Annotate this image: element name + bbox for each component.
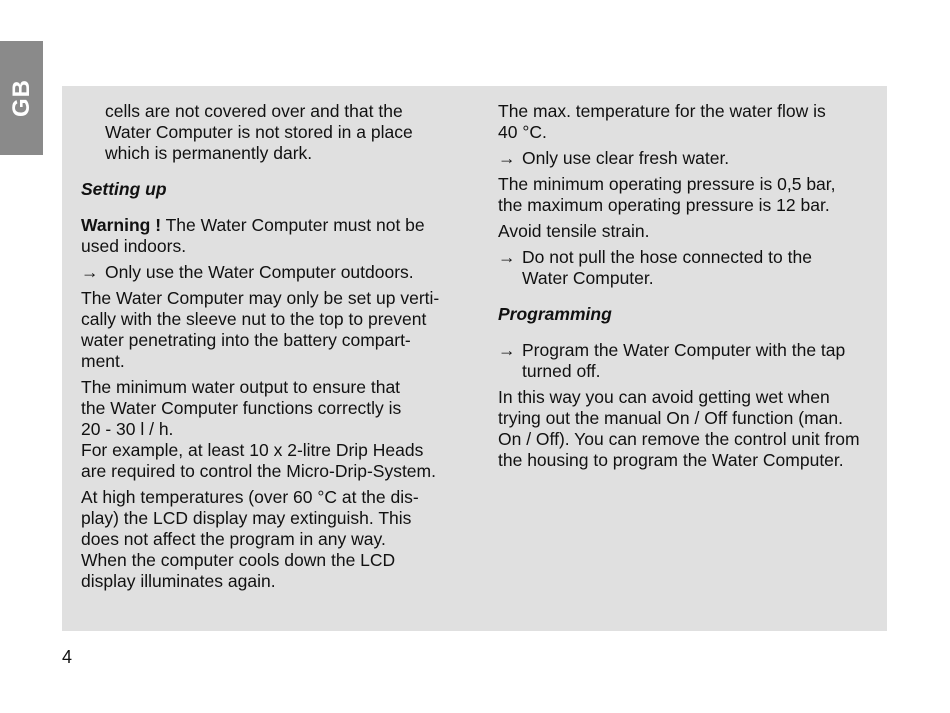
text-line: The Water Computer may only be set up verti- — [81, 288, 440, 308]
left-column — [81, 101, 461, 597]
bullet-fresh-water — [498, 148, 873, 169]
text-line: The minimum water output to ensure that — [81, 377, 401, 397]
text-line: Only use the Water Computer outdoors. — [105, 262, 414, 282]
text-line: Program the Water Computer with the tap — [522, 340, 846, 360]
text-line: used indoors. — [81, 236, 187, 256]
text-line: which is permanently dark. — [105, 143, 313, 163]
text-line: cells are not covered over and that the — [105, 101, 403, 121]
text-line: Water Computer is not stored in a place — [105, 122, 413, 142]
text-line: 40 °C. — [498, 122, 547, 142]
paragraph-tensile-strain: Avoid tensile strain. — [498, 221, 650, 241]
right-column — [498, 101, 873, 476]
paragraph-pressure — [498, 174, 873, 216]
text-line: The minimum operating pressure is 0,5 bar, — [498, 174, 836, 194]
arrow-right-icon: → — [498, 148, 516, 168]
text-line: the maximum operating pressure is 12 bar. — [498, 195, 830, 215]
text-line: Only use clear fresh water. — [522, 148, 730, 168]
paragraph-vertical-setup — [81, 288, 461, 372]
arrow-right-icon: → — [498, 340, 516, 360]
warning-paragraph — [81, 215, 461, 257]
bullet-hose — [498, 247, 873, 289]
bullet-outdoors — [81, 262, 461, 283]
heading-setting-up: Setting up — [81, 179, 167, 199]
text-line: display illuminates again. — [81, 571, 276, 591]
text-line: For example, at least 10 x 2-litre Drip Heads — [81, 440, 424, 460]
text-line: water penetrating into the battery compart- — [81, 330, 411, 350]
text-line: the Water Computer functions correctly is — [81, 398, 402, 418]
text-line: The max. temperature for the water flow is — [498, 101, 826, 121]
paragraph-high-temperature — [81, 487, 461, 592]
text-line: Water Computer. — [522, 268, 654, 288]
text-line: 20 - 30 l / h. — [81, 419, 174, 439]
text-line: cally with the sleeve nut to the top to prevent — [81, 309, 427, 329]
text-line: On / Off). You can remove the control unit from — [498, 429, 860, 449]
text-line: the housing to program the Water Computer. — [498, 450, 844, 470]
bullet-program-tap-off — [498, 340, 873, 382]
arrow-right-icon: → — [81, 262, 99, 282]
text-line: At high temperatures (over 60 °C at the dis- — [81, 487, 419, 507]
text-line: Do not pull the hose connected to the — [522, 247, 812, 267]
text-line: When the computer cools down the LCD — [81, 550, 396, 570]
text-line: trying out the manual On / Off function (man. — [498, 408, 843, 428]
text-line — [81, 215, 461, 236]
paragraph-max-temperature — [498, 101, 873, 143]
language-tab-label: GB — [7, 79, 35, 117]
text-line: are required to control the Micro-Drip-System. — [81, 461, 436, 481]
language-tab-gb — [0, 41, 43, 155]
heading-programming: Programming — [498, 304, 612, 324]
page-number: 4 — [62, 647, 73, 667]
warning-label: Warning ! — [81, 215, 162, 235]
paragraph-water-output — [81, 377, 461, 482]
warning-text: The Water Computer must not be — [165, 215, 425, 235]
content-panel — [62, 86, 887, 631]
text-line: ment. — [81, 351, 125, 371]
text-line: play) the LCD display may extinguish. This — [81, 508, 412, 528]
paragraph-manual-function — [498, 387, 873, 471]
paragraph-continued — [81, 101, 461, 164]
text-line: does not affect the program in any way. — [81, 529, 386, 549]
arrow-right-icon: → — [498, 247, 516, 267]
text-line: In this way you can avoid getting wet when — [498, 387, 830, 407]
text-line: turned off. — [522, 361, 601, 381]
